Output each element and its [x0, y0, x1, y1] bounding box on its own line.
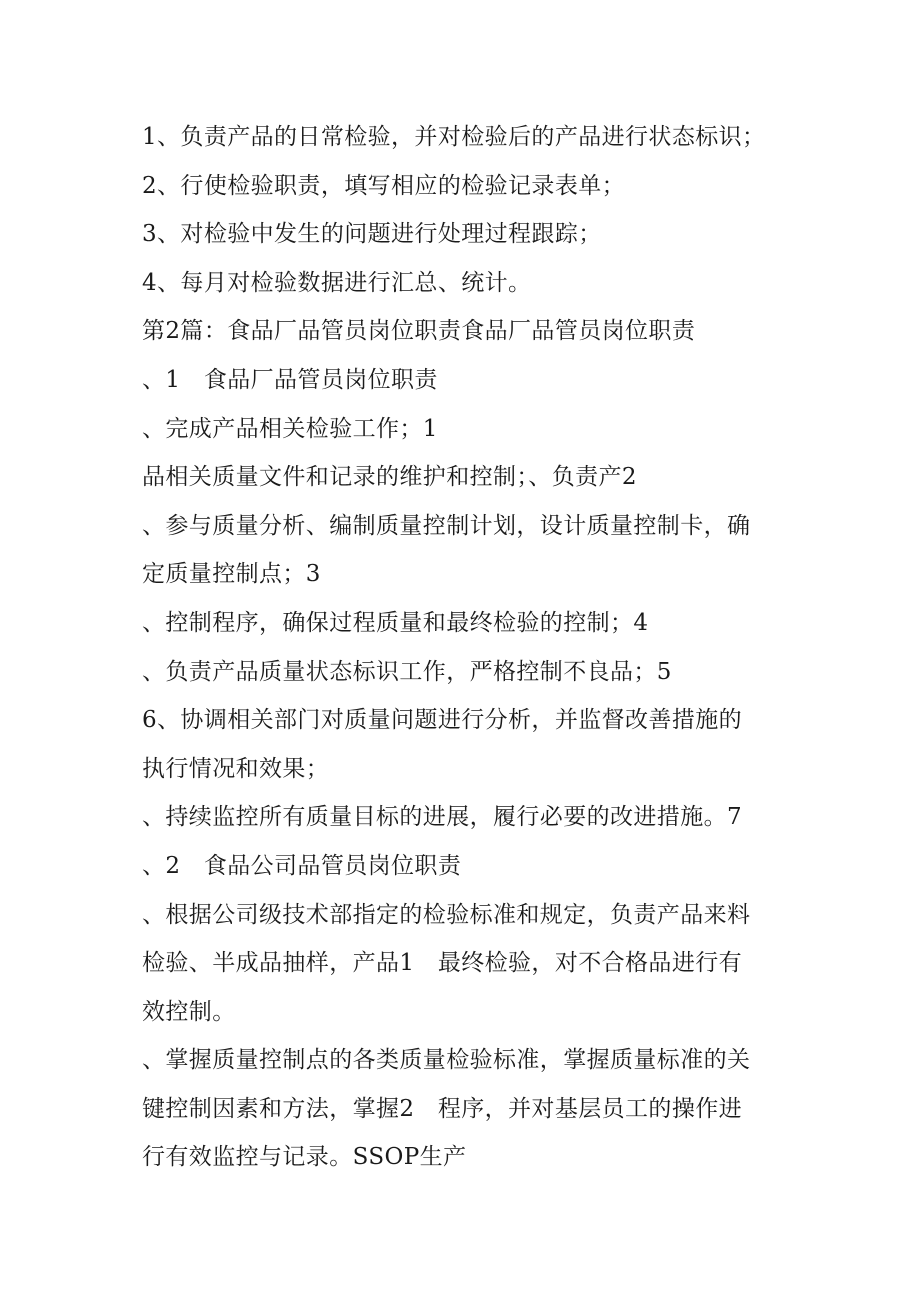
- text-line: 、2 食品公司品管员岗位职责: [142, 852, 462, 879]
- text-line: 键控制因素和方法，掌握2 程序，并对基层员工的操作进: [142, 1095, 743, 1122]
- text-line: 效控制。: [142, 998, 236, 1025]
- text-line: 执行情况和效果；: [142, 755, 330, 782]
- text-line: 行有效监控与记录。SSOP生产: [142, 1144, 467, 1171]
- text-line: 、控制程序，确保过程质量和最终检验的控制；4: [142, 609, 649, 636]
- text-line: 品相关质量文件和记录的维护和控制；、负责产2: [142, 464, 637, 491]
- text-line: 、1 食品厂品管员岗位职责: [142, 366, 438, 393]
- text-line: 4、每月对检验数据进行汇总、统计。: [142, 269, 532, 296]
- text-line: 、根据公司级技术部指定的检验标准和规定，负责产品来料: [142, 901, 751, 928]
- text-line: 、参与质量分析、编制质量控制计划，设计质量控制卡，确: [142, 512, 751, 539]
- text-line: 2、行使检验职责，填写相应的检验记录表单；: [142, 172, 626, 199]
- text-line: 3、对检验中发生的问题进行处理过程跟踪；: [142, 221, 602, 248]
- document-body: [142, 113, 792, 1182]
- text-line: 、掌握质量控制点的各类质量检验标准，掌握质量标准的关: [142, 1047, 751, 1074]
- text-line: 6、协调相关部门对质量问题进行分析，并监督改善措施的: [142, 707, 743, 734]
- text-line: 1、负责产品的日常检验，并对检验后的产品进行状态标识；: [142, 124, 766, 150]
- text-line: 、负责产品质量状态标识工作，严格控制不良品；5: [142, 658, 672, 685]
- text-line: 、完成产品相关检验工作；1: [142, 415, 438, 442]
- text-line: 、持续监控所有质量目标的进展，履行必要的改进措施。7: [142, 804, 743, 831]
- text-line: 定质量控制点；3: [142, 561, 321, 588]
- text-line: 检验、半成品抽样，产品1 最终检验，对不合格品进行有: [142, 950, 743, 977]
- section-heading: 第2篇：食品厂品管员岗位职责食品厂品管员岗位职责: [142, 318, 696, 345]
